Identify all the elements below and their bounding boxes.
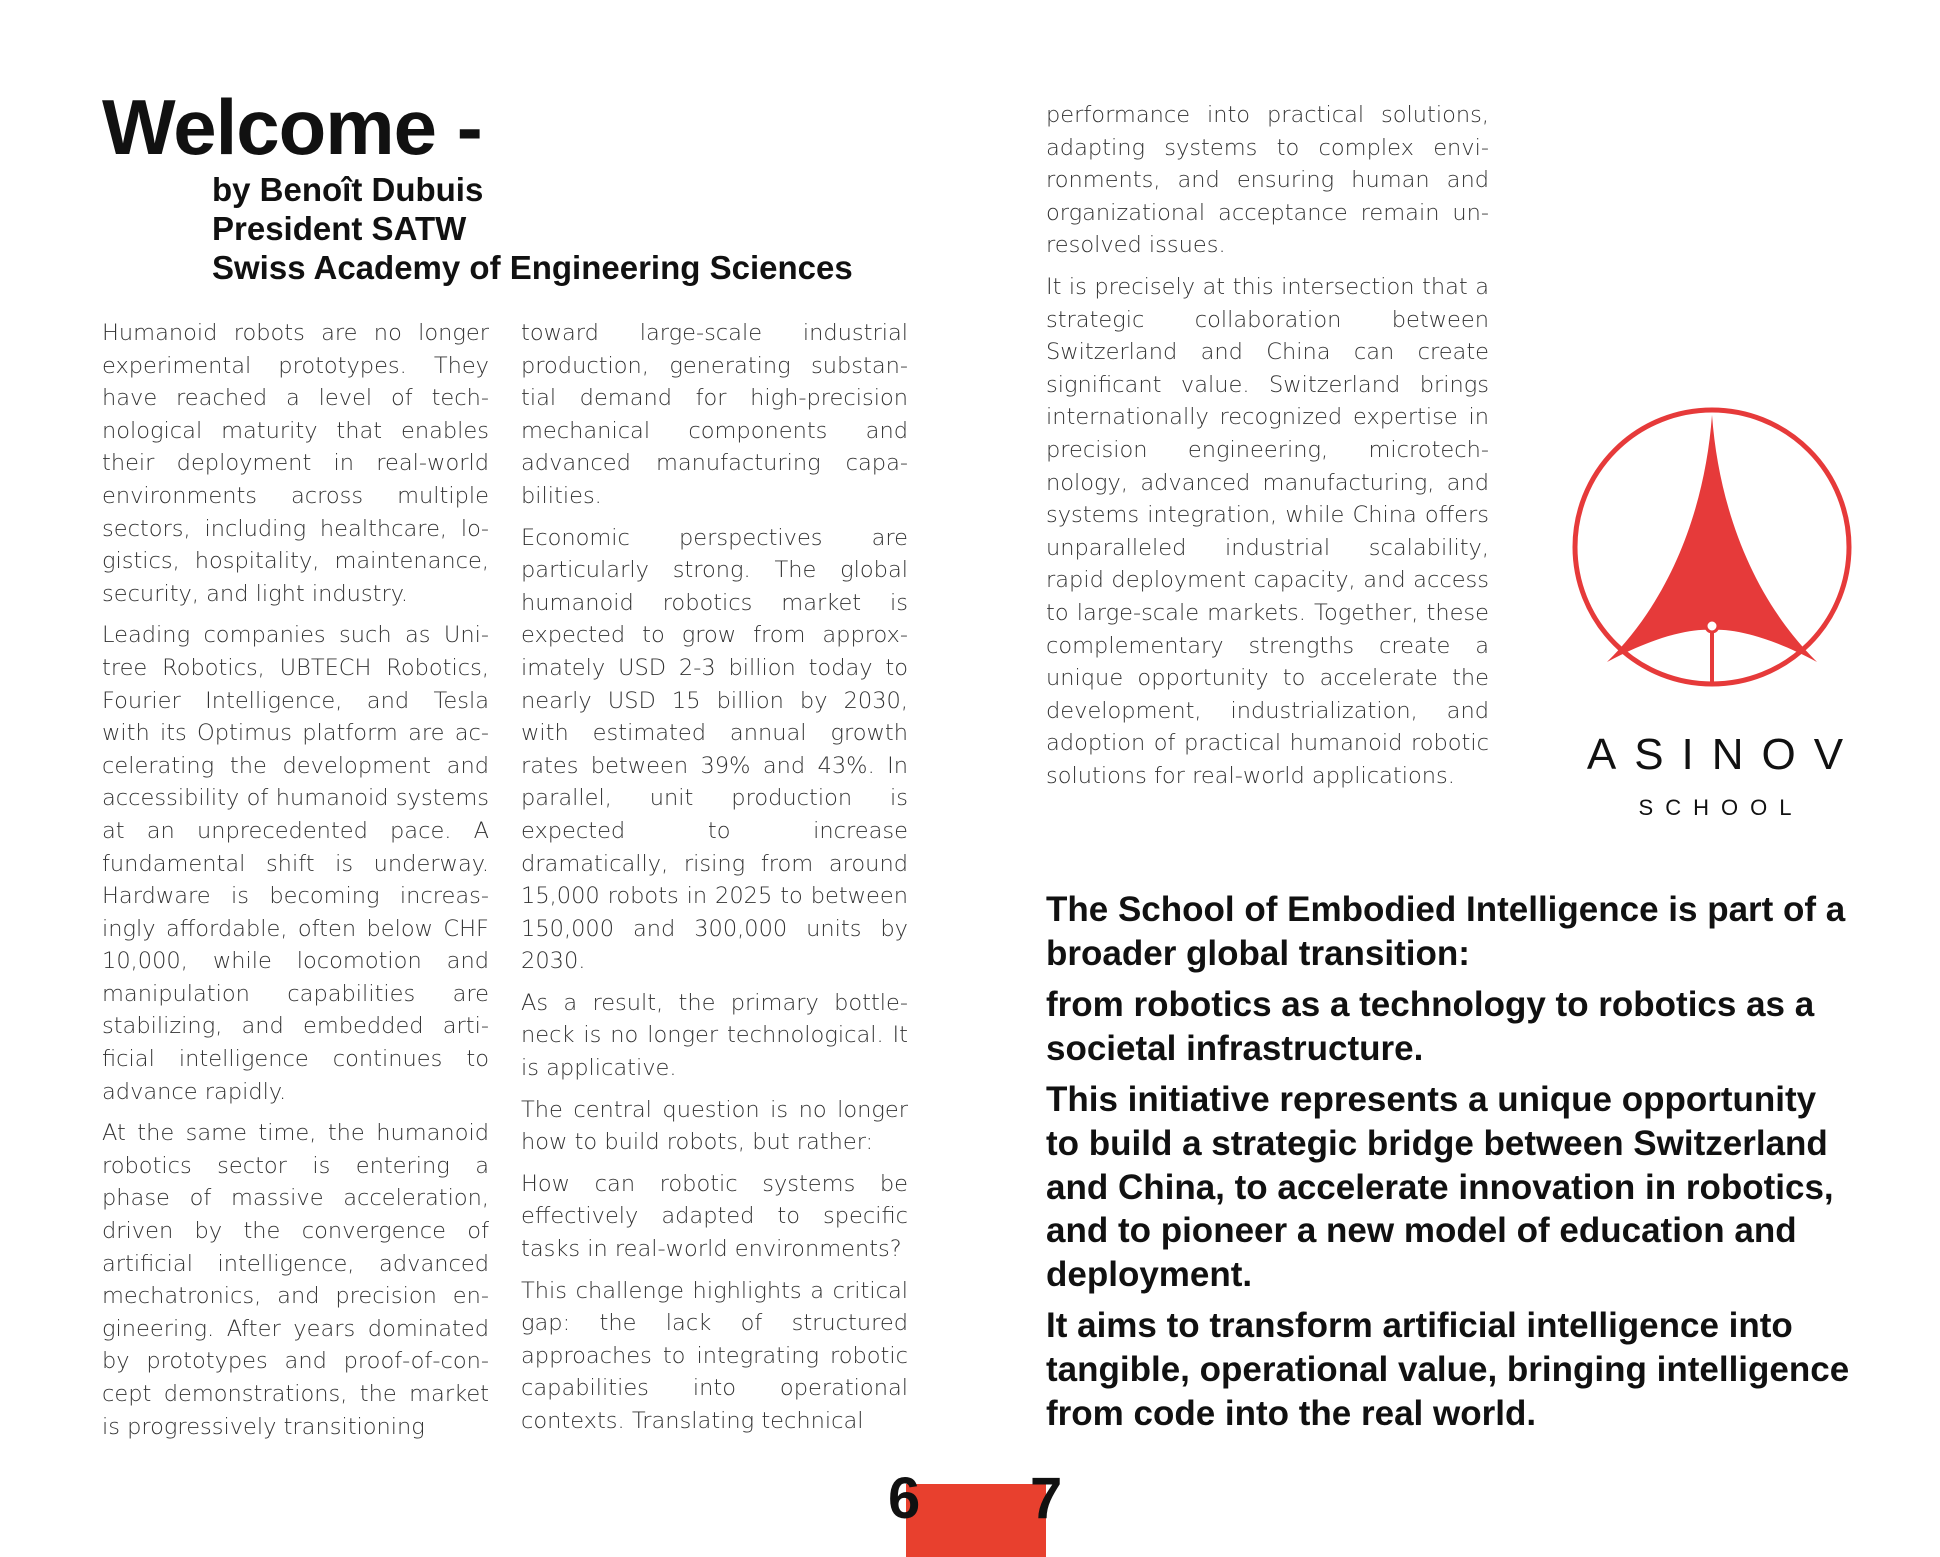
paragraph: It is precisely at this intersection that a strategic collaboration between Switzerland and China can create significant value. Switzerland brings internationally recognized expertise in precision engineering, microtechnology, advanced manufacturing, and systems integration, while China offers unparalleled industrial scalability, rapid deployment capacity, and access to large-scale markets. Together, these complementary strengths create a unique opportunity to accelerate the development, industrialization, and adoption of practical humanoid robotic solutions for real-world applications. bbox=[1046, 273, 1489, 789]
page-title: Welcome - bbox=[102, 83, 482, 171]
paragraph: toward large-scale industrial production, generating substantial demand for high-precision mechanical components and advanced manufacturing capabilities. bbox=[521, 320, 908, 509]
text-column-3 bbox=[1046, 99, 1489, 801]
paragraph: Humanoid robots are no longer experimental prototypes. They have reached a level of technological maturity that enables their deployment in real-world environments across multiple sectors, including healthcare, logistics, hospitality, maintenance, security, and light industry. bbox=[102, 320, 489, 607]
paragraph: The central question is no longer how to build robots, but rather: bbox=[521, 1096, 908, 1156]
text-column-2 bbox=[521, 317, 908, 1447]
paragraph: How can robotic systems be effectively adapted to specific tasks in real-world environments? bbox=[521, 1170, 908, 1263]
highlight-paragraph: It aims to transform artificial intelligence into tangible, operational value, bringing intelligence from code into the real world. bbox=[1046, 1306, 1850, 1433]
logo-subtitle: SCHOOL bbox=[1638, 795, 1804, 820]
highlight-block bbox=[1046, 888, 1858, 1443]
paragraph: This challenge highlights a critical gap: the lack of structured approaches to integrating robotic capabilities into operational contexts. Translating technical bbox=[521, 1277, 908, 1434]
highlight-paragraph: This initiative represents a unique opportunity to build a strategic bridge between Switzerland and China, to accelerate innovation in robotics, and to pioneer a new model of education and deployment. bbox=[1046, 1080, 1834, 1294]
logo-node bbox=[1706, 620, 1718, 632]
page-number-left: 6 bbox=[888, 1466, 921, 1531]
paragraph: At the same time, the humanoid robotics sector is entering a phase of massive acceleration, driven by the convergence of artificial intelligence, advanced mechatronics, and precision engineering. After years dominated by prototypes and proof-of-concept demonstrations, the market is progressively transitioning bbox=[102, 1120, 489, 1440]
author-name: by Benoît Dubuis bbox=[212, 171, 484, 208]
author-organization: Swiss Academy of Engineering Sciences bbox=[212, 249, 853, 286]
paragraph: performance into practical solutions, adapting systems to complex environments, and ensuring human and organizational acceptance remain unresolved issues. bbox=[1046, 102, 1489, 259]
paragraph: As a result, the primary bottleneck is no longer technological. It is applicative. bbox=[521, 989, 908, 1082]
highlight-paragraph: from robotics as a technology to robotics as a societal infrastructure. bbox=[1046, 985, 1815, 1068]
page-number-bar bbox=[906, 1484, 1046, 1557]
text-column-1 bbox=[102, 317, 489, 1452]
page-number-right: 7 bbox=[1030, 1466, 1063, 1531]
highlight-paragraph: The School of Embodied Intelligence is part of a broader global transition: bbox=[1046, 890, 1846, 973]
paragraph: Leading companies such as Unitree Robotics, UBTECH Robotics, Fourier Intelligence, and Tesla with its Optimus platform are accelerating the development and accessibility of humanoid systems at an unprecedented pace. A fundamental shift is underway. Hardware is becoming increasingly affordable, often below CHF 10,000, while locomotion and manipulation capabilities are stabilizing, and embedded artificial intelligence continues to advance rapidly. bbox=[102, 622, 489, 1105]
author-role: President SATW bbox=[212, 210, 467, 247]
logo-wordmark: ASINOV bbox=[1586, 730, 1862, 779]
paragraph: Economic perspectives are particularly strong. The global humanoid robotics market is expected to grow from approximately USD 2-3 billion today to nearly USD 15 billion by 2030, with estimated annual growth rates between 39% and 43%. In parallel, unit production is expected to increase dramatically, rising from around 15,000 robots in 2025 to between 150,000 and 300,000 units by 2030. bbox=[521, 524, 908, 975]
byline bbox=[212, 170, 853, 287]
